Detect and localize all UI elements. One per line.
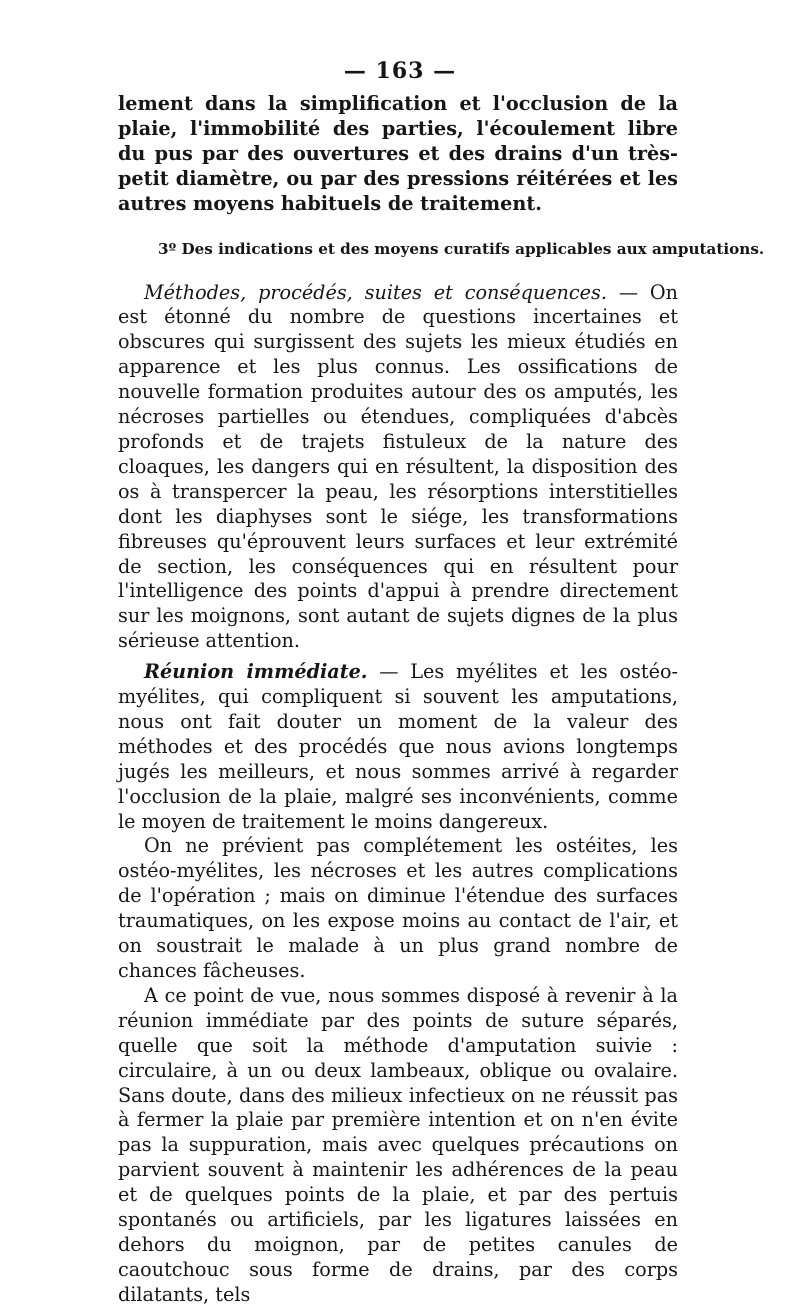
opening-paragraph: lement dans la simplification et l'occlusion de la plaie, l'immobilité des parties, l'écoulement libre du pus par des ouvertures et des drains d'un très-petit diamètre, ou par des pressions réitérées et les autres moyens habituels de traitement. xyxy=(118,92,678,215)
paragraph-point-de-vue: A ce point de vue, nous sommes disposé à revenir à la réunion immédiate par des points de suture séparés, quelle que soit la méthode d'amputation suivie : circulaire, à un ou deux lambeaux, oblique ou ovalaire. Sans doute, dans des milieux infectieux on ne réussit pas à fermer la plaie par première intention et on n'en évite pas la suppuration, mais avec quelques précautions on parvient souvent à maintenir les adhérences de la peau et de quelques points de la plaie, et par des pertuis spontanés ou artificiels, par les ligatures laissées en dehors du moignon, par de petites canules de caoutchouc sous forme de drains, par des corps dilatants, tels xyxy=(118,983,678,1306)
body-text xyxy=(118,92,765,1308)
paragraph-reunion-text: — Les myélites et les ostéo-myélites, qui compliquent si souvent les amputations, nous ont fait douter un moment de la valeur des méthodes et des procédés que nous avions longtemps jugés les meilleurs, et nous sommes arrivé à regarder l'occlusion de la plaie, malgré ses inconvénients, comme le moyen de traitement le moins dangereux. xyxy=(118,660,678,833)
paragraph-methodes xyxy=(118,281,678,655)
section-heading: 3º Des indications et des moyens curatifs applicables aux amputations. xyxy=(158,239,765,258)
paragraph-reunion xyxy=(118,660,678,834)
run-in-title-reunion: Réunion immédiate. xyxy=(144,660,368,684)
paragraph-methodes-text: — On est étonné du nombre de questions incertaines et obscures qui surgissent des sujets les mieux étudiés en apparence et les plus connus. Les ossifications de nouvelle formation produites autour des os amputés, les nécroses partielles ou étendues, compliquées d'abcès profonds et de trajets fistuleux de la nature des cloaques, les dangers qui en résultent, la disposition des os à transpercer la peau, les résorptions interstitielles dont les diaphyses sont le siége, les transformations fibreuses qu'éprouvent leurs surfaces et leur extrémité de section, les conséquences qui en résultent pour l'intelligence des points d'appui à prendre directement sur les moignons, sont autant de sujets dignes de la plus sérieuse attention. xyxy=(118,280,678,653)
run-in-title-methodes: Méthodes, procédés, suites et conséquences. xyxy=(144,280,607,304)
paragraph-prevention: On ne prévient pas complétement les ostéites, les ostéo-myélites, les nécroses et les autres complications de l'opération ; mais on diminue l'étendue des surfaces traumatiques, on les expose moins au contact de l'air, et on soustrait le malade à un plus grand nombre de chances fâcheuses. xyxy=(118,834,678,982)
page-number: — 163 — xyxy=(343,58,457,84)
